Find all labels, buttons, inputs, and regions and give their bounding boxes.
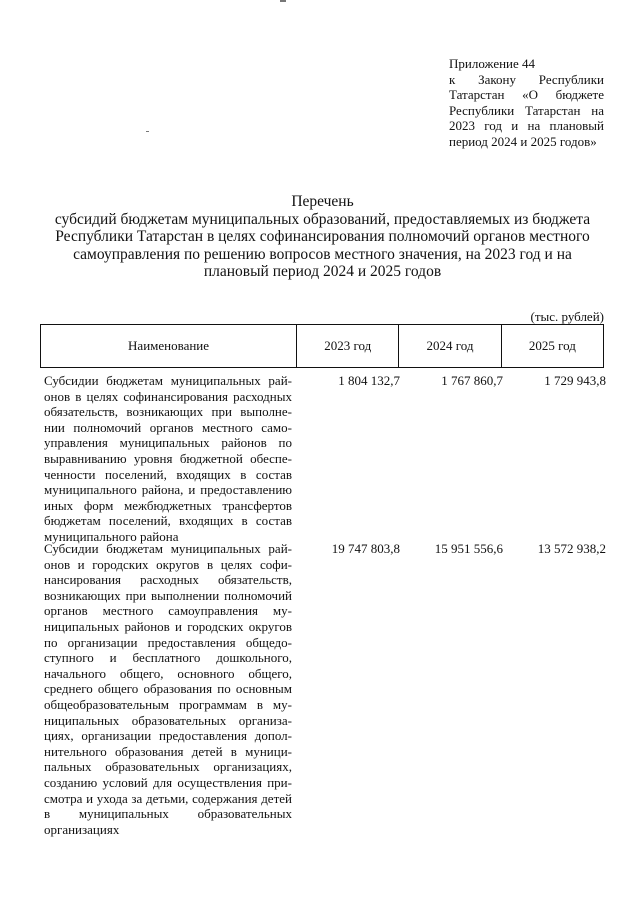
scan-speck — [146, 131, 149, 132]
document-heading — [40, 193, 605, 281]
row-value-2025: 1 729 943,8 — [544, 373, 606, 388]
scan-speck — [280, 0, 286, 2]
header-name: Наименование — [128, 338, 210, 353]
row-name: Субсидии бюджетам муниципальных районов и городских округов в целях софинансирования расходных обязательств, возникающих при выполнении полномочий органов местного самоуправления муниципальных районов и городских округов по организации предоставления общедоступного и бесплатного дошкольного, начального общего, основного общего, среднего общего образования по основным общеобразовательным программам в муниципальных образовательных организациях, организации предоставления дополнительного образования детей в муниципальных образовательных организациях, созданию условий для осуществления присмотра и ухода за детьми, содержания детей в муниципальных образовательных организациях — [44, 541, 292, 837]
table-header — [40, 324, 604, 368]
appendix-text: к Закону Республики Татарстан «О бюджете Республики Татарстан на 2023 год и на плановый период 2024 и 2025 годов» — [449, 71, 604, 149]
row-value-2024: 1 767 860,7 — [441, 373, 503, 388]
header-2025: 2025 год — [501, 325, 603, 367]
row-value-2023: 1 804 132,7 — [338, 373, 400, 388]
document-subtitle: субсидий бюджетам муниципальных образований, предоставляемых из бюджета Республики Татарстан в целях софинансирования полномочий органов местного самоуправления по решению вопросов местного значения, на 2023 год и на плановый период 2024 и 2025 годов — [54, 210, 591, 280]
row-name: Субсидии бюджетам муниципальных районов в целях софинансирования расходных обязательств, возникающих при выполнении полномочий органов местного самоуправления муниципальных районов по выравниванию уровня бюджетной обеспеченности поселений, входящих в состав муниципального района, и предоставлению иных форм межбюджетных трансфертов бюджетам поселений, входящих в состав муниципального района — [44, 373, 292, 544]
appendix-note — [449, 56, 604, 149]
header-2023: 2023 год — [296, 325, 398, 367]
unit-label: (тыс. рублей) — [530, 309, 604, 324]
row-value-2025: 13 572 938,2 — [537, 541, 606, 556]
header-2024: 2024 год — [398, 325, 500, 367]
row-value-2024: 15 951 556,6 — [434, 541, 503, 556]
document-title: Перечень — [291, 193, 354, 210]
row-value-2023: 19 747 803,8 — [331, 541, 400, 556]
appendix-title: Приложение 44 — [449, 56, 536, 71]
